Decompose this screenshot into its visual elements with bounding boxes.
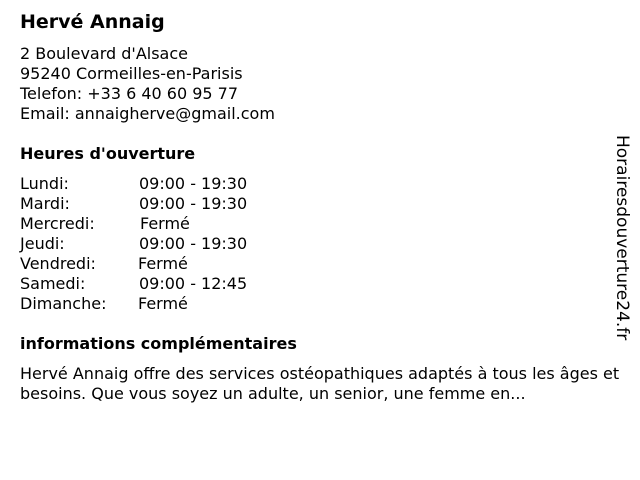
address-street: 2 Boulevard d'Alsace <box>20 44 188 63</box>
hours-row-saturday <box>20 274 320 294</box>
phone-number[interactable]: Telefon: +33 6 40 60 95 77 <box>20 84 239 103</box>
hours-row-monday <box>20 174 320 194</box>
additional-info-heading: informations complémentaires <box>20 334 297 353</box>
day-hours: Fermé <box>138 294 188 313</box>
day-label: Mercredi: <box>20 214 95 233</box>
day-label: Dimanche: <box>20 294 107 313</box>
business-name: Hervé Annaig <box>20 11 165 33</box>
email-address[interactable]: Email: annaigherve@gmail.com <box>20 104 275 123</box>
additional-info-text: Hervé Annaig offre des services ostéopathiques adaptés à tous les âges et besoins. Que vous soyez un adulte, un senior, une femme en... <box>20 364 620 403</box>
day-label: Samedi: <box>20 274 86 293</box>
opening-hours-heading: Heures d'ouverture <box>20 144 196 163</box>
hours-row-tuesday <box>20 194 320 214</box>
day-label: Mardi: <box>20 194 70 213</box>
hours-row-wednesday <box>20 214 320 234</box>
day-label: Lundi: <box>20 174 69 193</box>
hours-row-thursday <box>20 234 320 254</box>
site-watermark: Horairesdouverture24.fr <box>612 135 632 341</box>
day-hours: 09:00 - 19:30 <box>139 174 248 193</box>
day-label: Jeudi: <box>20 234 65 253</box>
hours-row-friday <box>20 254 320 274</box>
address-city: 95240 Cormeilles-en-Parisis <box>20 64 243 83</box>
day-hours: 09:00 - 19:30 <box>139 194 248 213</box>
day-hours: Fermé <box>138 254 188 273</box>
day-hours: 09:00 - 12:45 <box>139 274 248 293</box>
hours-row-sunday <box>20 294 320 314</box>
day-label: Vendredi: <box>20 254 96 273</box>
day-hours: 09:00 - 19:30 <box>139 234 248 253</box>
day-hours: Fermé <box>140 214 190 233</box>
contact-block <box>20 44 275 124</box>
opening-hours-table <box>20 174 320 314</box>
